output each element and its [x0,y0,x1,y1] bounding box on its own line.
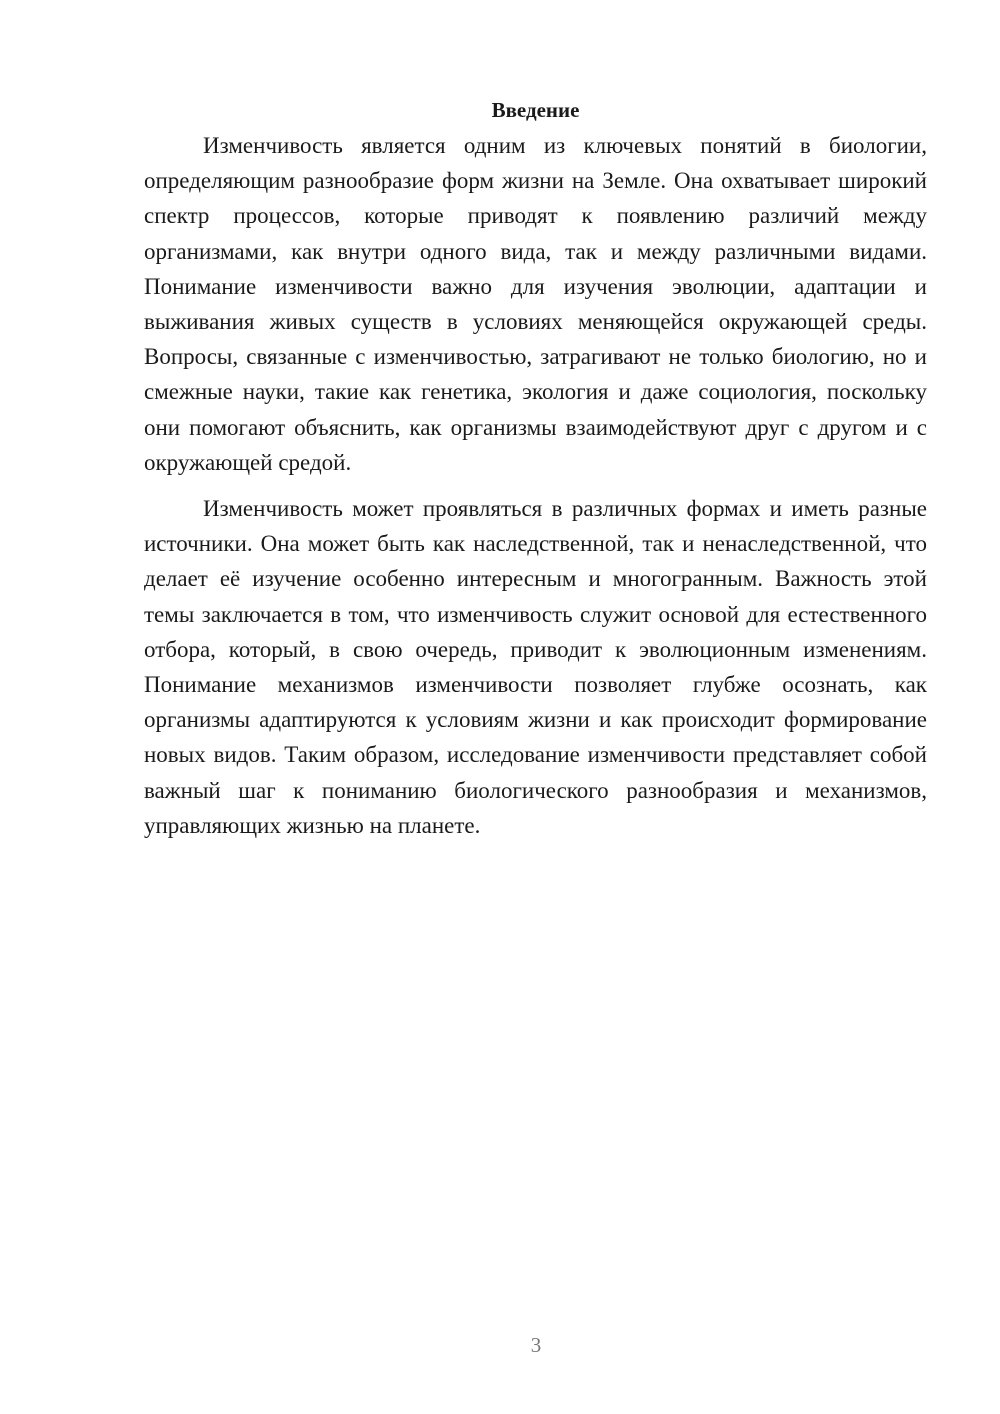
paragraph-2: Изменчивость может проявляться в различных формах и иметь разные источники. Она может быть как наследственной, так и ненаследственной, что делает её изучение особенно интересным и многогранным. Важность этой темы заключается в том, что изменчивость служит основой для естественного отбора, который, в свою очередь, приводит к эволюционным изменениям. Понимание механизмов изменчивости позволяет глубже осознать, как организмы адаптируются к условиям жизни и как происходит формирование новых видов. Таким образом, исследование изменчивости представляет собой важный шаг к пониманию биологического разнообразия и механизмов, управляющих жизнью на планете. [144,496,927,838]
page-content [144,93,927,843]
section-title: Введение [491,98,580,122]
page-number: 3 [530,1333,542,1357]
paragraph-1: Изменчивость является одним из ключевых понятий в биологии, определяющим разнообразие форм жизни на Земле. Она охватывает широкий спектр процессов, которые приводят к появлению различий между организмами, как внутри одного вида, так и между различными видами. Понимание изменчивости важно для изучения эволюции, адаптации и выживания живых существ в условиях меняющейся окружающей среды. Вопросы, связанные с изменчивостью, затрагивают не только биологию, но и смежные науки, такие как генетика, экология и даже социология, поскольку они помогают объяснить, как организмы взаимодействуют друг с другом и с окружающей средой. [144,133,927,475]
